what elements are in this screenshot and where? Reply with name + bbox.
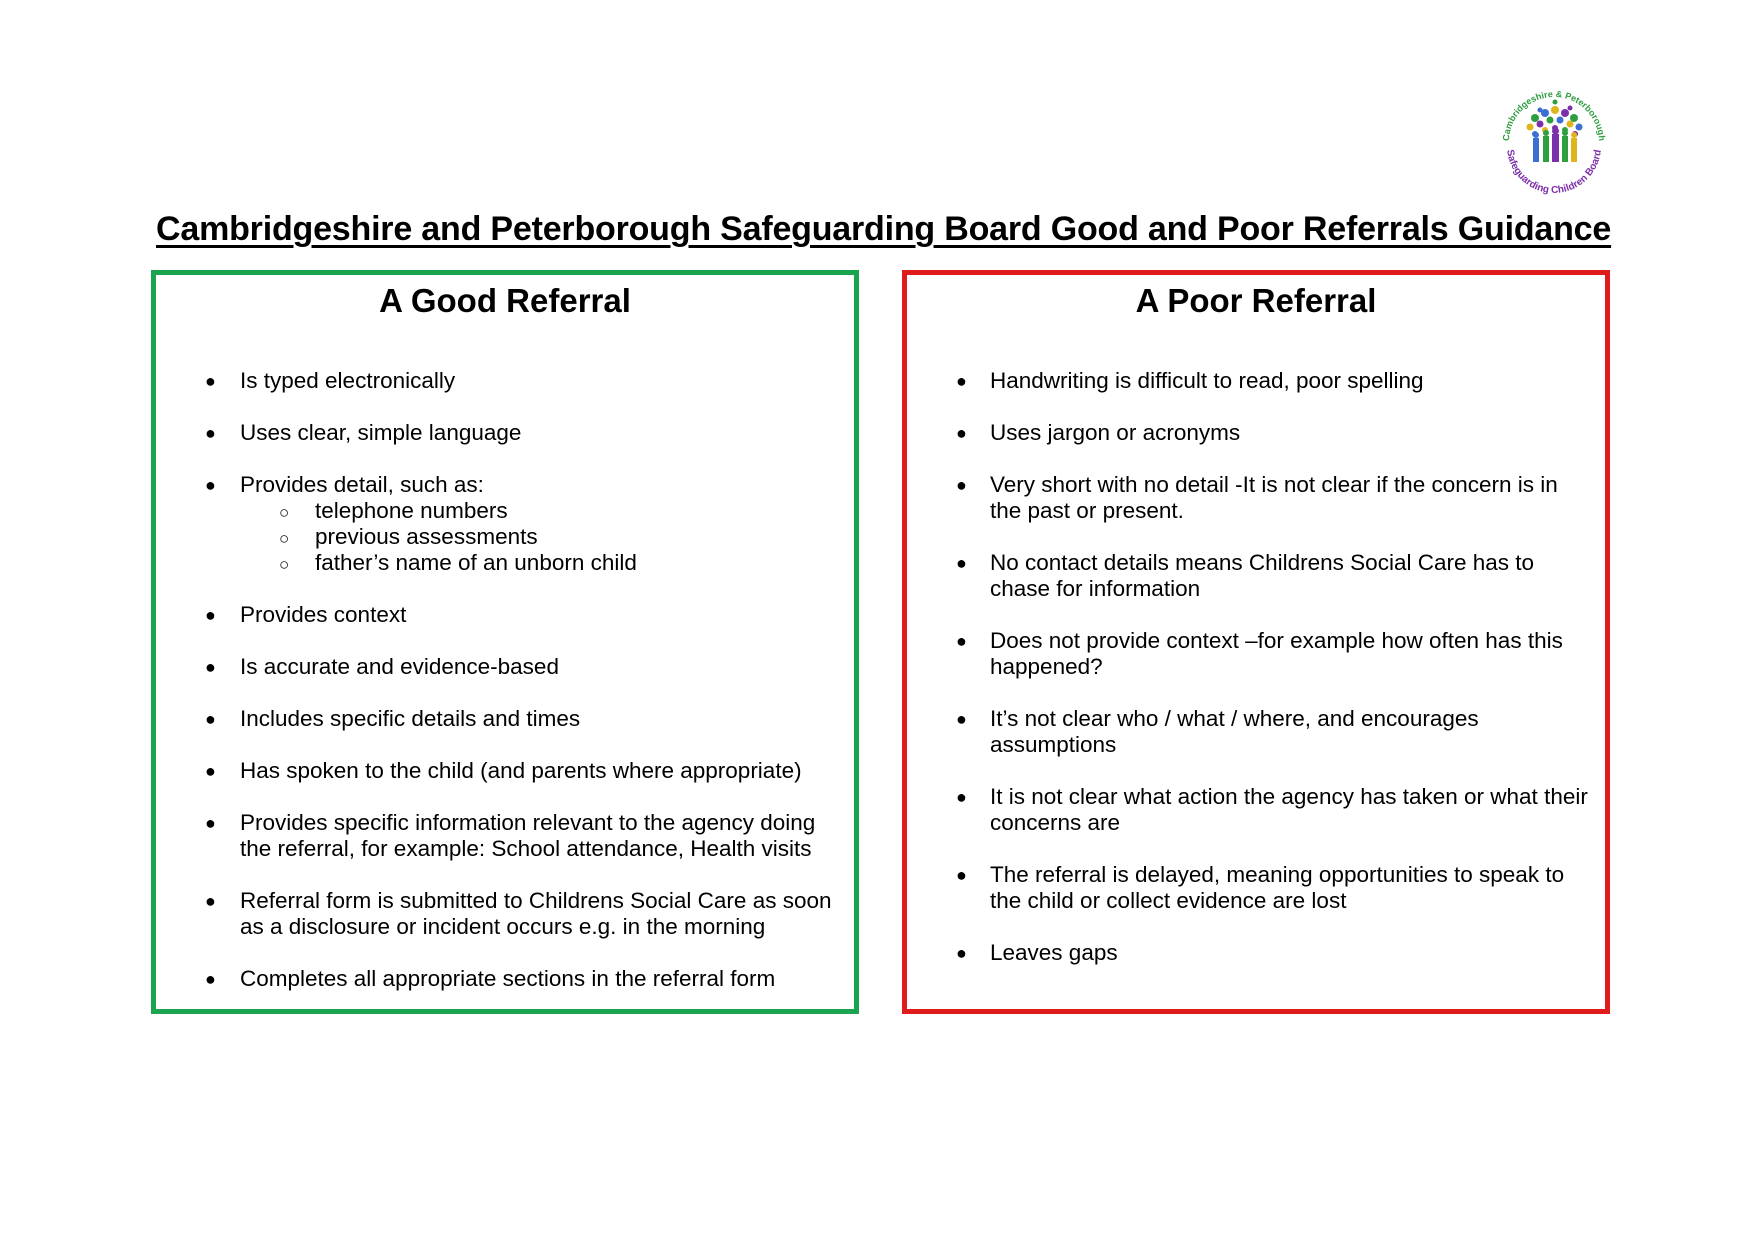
bullet-icon: ● [205, 657, 216, 677]
board-logo [1495, 80, 1613, 198]
list-item [907, 862, 1605, 914]
list-item [156, 368, 854, 394]
sub-list-item-text: previous assessments [315, 524, 538, 549]
list-item-text: Uses clear, simple language [240, 420, 522, 445]
logo-text-top: Cambridgeshire & Peterborough [1500, 88, 1608, 142]
bullet-icon: ● [956, 865, 967, 885]
sub-list-item-text: father’s name of an unborn child [315, 550, 637, 575]
circle-bullet-icon: ○ [279, 529, 290, 548]
list-item [156, 758, 854, 784]
circle-bullet-icon: ○ [279, 555, 290, 574]
list-item [907, 550, 1605, 602]
logo-text-bottom: Safeguarding Children Board [1504, 148, 1604, 197]
good-referral-list [156, 368, 854, 1018]
sub-list-item-text: telephone numbers [315, 498, 508, 523]
list-item-text: It’s not clear who / what / where, and encourages assumptions [990, 706, 1479, 757]
list-item [156, 654, 854, 680]
list-item-text: Provides detail, such as: [240, 472, 484, 497]
list-item-text: Completes all appropriate sections in the referral form [240, 966, 776, 991]
bullet-icon: ● [956, 423, 967, 443]
logo-seal-graphic [1495, 80, 1613, 198]
list-item-text: Does not provide context –for example how often has this happened? [990, 628, 1563, 679]
good-referral-panel [151, 270, 859, 1014]
list-item-text: Referral form is submitted to Childrens Social Care as soon as a disclosure or incident occurs e.g. in the morning [240, 888, 832, 939]
sub-list-item [279, 524, 842, 550]
logo-figures [1533, 128, 1577, 163]
list-item [907, 472, 1605, 524]
list-item-text: Has spoken to the child (and parents where appropriate) [240, 758, 802, 783]
page-title: Cambridgeshire and Peterborough Safeguarding Board Good and Poor Referrals Guidance [156, 210, 1612, 248]
list-item-text: Is typed electronically [240, 368, 456, 393]
bullet-icon: ● [205, 605, 216, 625]
poor-referral-heading: A Poor Referral [1135, 282, 1377, 319]
list-item-text: The referral is delayed, meaning opportunities to speak to the child or collect evidence are lost [990, 862, 1565, 913]
sub-list-item [279, 498, 842, 524]
list-item [907, 368, 1605, 394]
list-item [156, 888, 854, 940]
sub-list-item [279, 550, 842, 576]
bullet-icon: ● [956, 787, 967, 807]
list-item [156, 810, 854, 862]
list-item [907, 420, 1605, 446]
list-item [156, 472, 854, 576]
list-item-text: Includes specific details and times [240, 706, 581, 731]
bullet-icon: ● [956, 475, 967, 495]
list-item [156, 420, 854, 446]
bullet-icon: ● [956, 553, 967, 573]
list-item-text: It is not clear what action the agency has taken or what their concerns are [990, 784, 1588, 835]
list-item-text: Uses jargon or acronyms [990, 420, 1241, 445]
bullet-icon: ● [205, 813, 216, 833]
list-item-text: Provides specific information relevant to the agency doing the referral, for example: School attendance, Health visits [240, 810, 816, 861]
list-item [907, 784, 1605, 836]
bullet-icon: ● [956, 631, 967, 651]
list-item [907, 706, 1605, 758]
bullet-icon: ● [205, 969, 216, 989]
list-item [907, 628, 1605, 680]
list-item [156, 966, 854, 992]
bullet-icon: ● [956, 709, 967, 729]
bullet-icon: ● [205, 761, 216, 781]
list-item-text: Is accurate and evidence-based [240, 654, 559, 679]
list-item-text: Provides context [240, 602, 407, 627]
circle-bullet-icon: ○ [279, 503, 290, 522]
list-item-text: Very short with no detail -It is not clear if the concern is in the past or present. [990, 472, 1558, 523]
list-item-text: Handwriting is difficult to read, poor spelling [990, 368, 1424, 393]
bullet-icon: ● [205, 371, 216, 391]
list-item [907, 940, 1605, 966]
bullet-icon: ● [956, 371, 967, 391]
list-item-text: Leaves gaps [990, 940, 1118, 965]
list-item [156, 706, 854, 732]
poor-referral-list [907, 368, 1605, 992]
bullet-icon: ● [205, 891, 216, 911]
bullet-icon: ● [205, 709, 216, 729]
bullet-icon: ● [205, 475, 216, 495]
bullet-icon: ● [956, 943, 967, 963]
bullet-icon: ● [205, 423, 216, 443]
list-item-text: No contact details means Childrens Social Care has to chase for information [990, 550, 1535, 601]
sub-list [240, 498, 842, 576]
poor-referral-panel [902, 270, 1610, 1014]
list-item [156, 602, 854, 628]
good-referral-heading: A Good Referral [379, 282, 631, 319]
